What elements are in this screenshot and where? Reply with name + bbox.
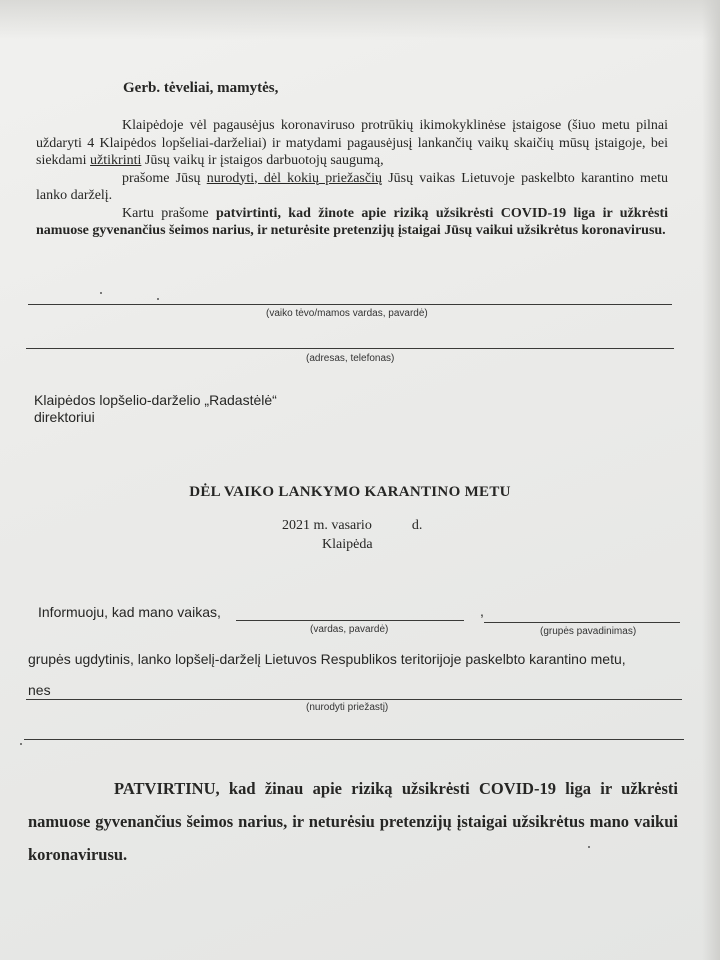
address-line[interactable] bbox=[26, 348, 674, 349]
intro-p2-underlined: nurodyti, dėl kokių priežasčių bbox=[206, 170, 382, 186]
confirmation-body: kad žinau apie riziką užsikrėsti COVID-19 liga ir užkrėsti namuose gyvenančius šeimos narius, ir neturėsiu pretenzijų įstaigai užsikrėtus mano vaikui koronavirusu. bbox=[28, 779, 678, 864]
intro-p1-end: Jūsų vaikų ir įstaigos darbuotojų saugumą, bbox=[141, 153, 384, 168]
comma: , bbox=[480, 603, 484, 619]
child-name-line[interactable] bbox=[236, 620, 464, 621]
confirmation-paragraph bbox=[28, 772, 678, 871]
parent-name-caption: (vaiko tėvo/mamos vardas, pavardė) bbox=[266, 308, 428, 319]
reason-line[interactable] bbox=[26, 699, 682, 700]
date-year-month: 2021 m. vasario bbox=[282, 518, 372, 533]
document-title: DĖL VAIKO LANKYMO KARANTINO METU bbox=[189, 484, 511, 500]
parent-name-line[interactable] bbox=[28, 304, 672, 305]
addressee-line-1: Klaipėdos lopšelio-darželio „Radastėlė“ bbox=[34, 392, 277, 408]
intro-p2-start: prašome Jūsų bbox=[122, 170, 207, 186]
intro-paragraph-2 bbox=[36, 170, 668, 205]
ink-speck bbox=[20, 743, 22, 745]
ink-speck bbox=[157, 298, 159, 300]
intro-paragraph-1 bbox=[36, 117, 668, 170]
group-name-caption: (grupės pavadinimas) bbox=[540, 626, 637, 637]
ink-speck bbox=[100, 292, 102, 294]
ink-speck bbox=[588, 846, 590, 848]
intro-p3-start: Kartu prašome bbox=[122, 205, 216, 221]
intro-p2-end: Jūsų vaikas Lietuvoje paskelbto karantino metu lanko darželį. bbox=[36, 170, 669, 203]
confirmation-text bbox=[28, 772, 678, 871]
greeting: Gerb. tėveliai, mamytės, bbox=[123, 80, 279, 96]
intro-paragraph-3 bbox=[36, 205, 668, 240]
reason-label: nes bbox=[28, 682, 51, 698]
child-name-caption: (vardas, pavardė) bbox=[310, 624, 389, 635]
date-day-label: d. bbox=[411, 518, 423, 533]
page-shadow-right bbox=[702, 0, 720, 960]
address-caption: (adresas, telefonas) bbox=[306, 353, 395, 364]
group-name-line[interactable] bbox=[484, 622, 680, 623]
intro-text bbox=[36, 117, 668, 240]
addressee-line-2: direktoriui bbox=[34, 409, 95, 425]
document-city: Klaipėda bbox=[322, 537, 373, 552]
intro-p1-underlined: užtikrinti bbox=[90, 153, 142, 168]
inform-text: Informuoju, kad mano vaikas, bbox=[38, 604, 221, 620]
intro-p3-bold: patvirtinti, kad žinote apie riziką užsikrėsti COVID-19 liga ir užkrėsti namuose gyvenančius šeimos narius, ir neturėsite pretenzijų įstaigai Jūsų vaikui užsikrėtus koronavirusu. bbox=[36, 205, 668, 238]
addressee bbox=[34, 392, 277, 426]
intro-p1-text: Klaipėdoje vėl pagausėjus koronaviruso protrūkių ikimokyklinėse įstaigose (šiuo metu pilnai uždaryti 4 Klaipėdos lopšeliai-darželiai) ir matydami pagausėjusį lankančių vaikų skaičių mūsų įstaigoje, bei siekdami bbox=[36, 118, 668, 168]
document-date bbox=[282, 518, 422, 534]
reason-line-2[interactable] bbox=[24, 739, 684, 740]
reason-caption: (nurodyti priežastį) bbox=[306, 702, 389, 713]
confirmation-lead: PATVIRTINU, bbox=[114, 779, 220, 798]
group-attendance-text: grupės ugdytinis, lanko lopšelį-darželį Lietuvos Respublikos teritorijoje paskelbto karantino metu, bbox=[28, 651, 626, 667]
page-shadow-top bbox=[0, 0, 720, 40]
